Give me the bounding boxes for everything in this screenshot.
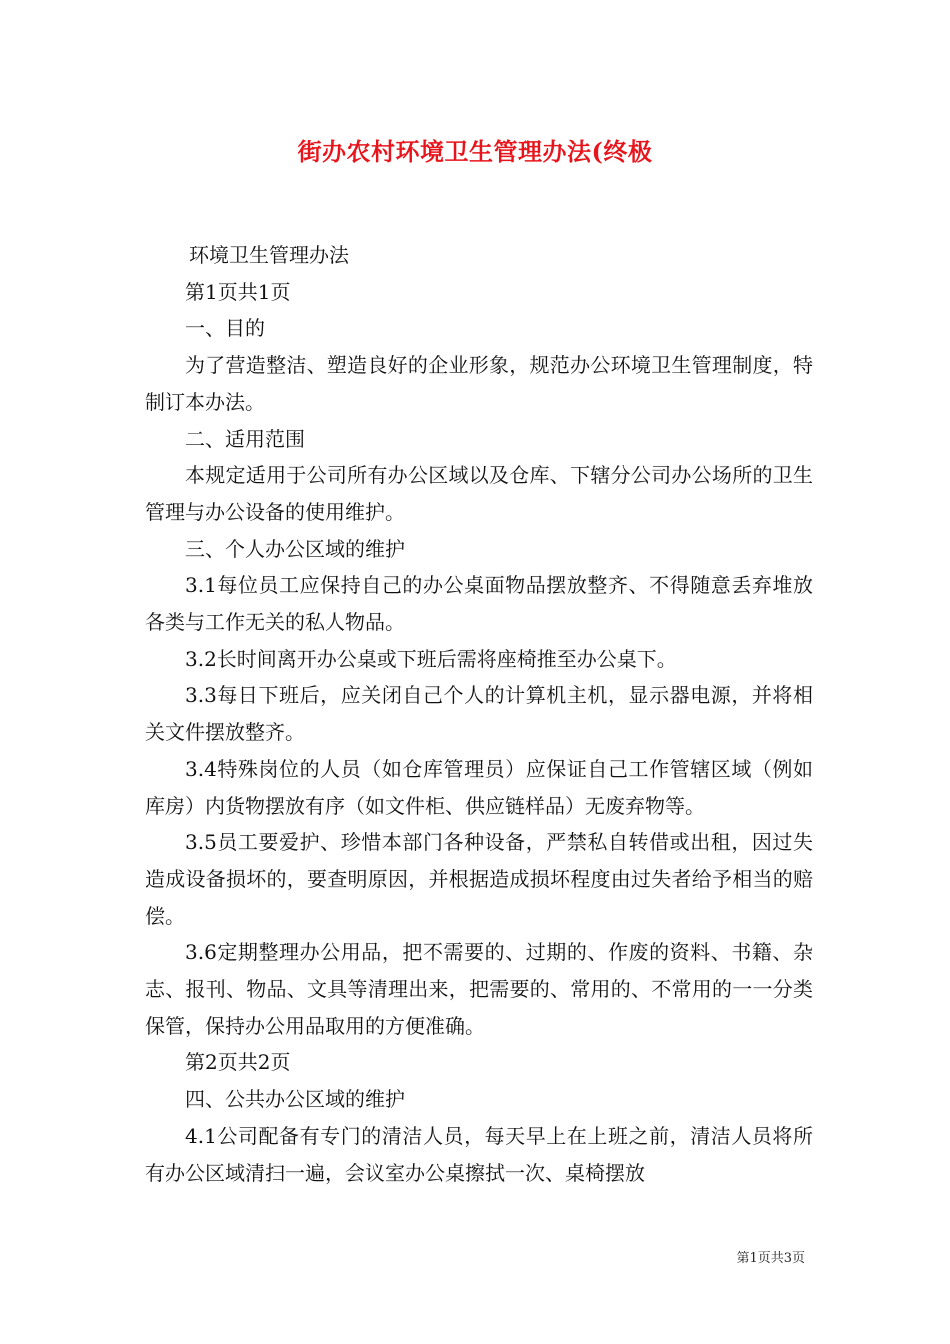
paragraph: 3.5员工要爱护、珍惜本部门各种设备，严禁私自转借或出租，因过失造成设备损坏的，要查明原因，并根据造成损坏程度由过失者给予相当的赔偿。 — [145, 830, 813, 928]
paragraph-heading: 环境卫生管理办法 — [189, 243, 349, 267]
section-heading-personal-area: 三、个人办公区域的维护 — [185, 536, 405, 561]
paragraph: 为了营造整洁、塑造良好的企业形象，规范办公环境卫生管理制度，特制订本办法。 — [145, 353, 813, 414]
paragraph: 3.3每日下班后，应关闭自己个人的计算机主机，显示器电源，并将相关文件摆放整齐。 — [145, 683, 813, 745]
document-body — [145, 237, 813, 1191]
paragraph: 3.2长时间离开办公桌或下班后需将座椅推至办公桌下。 — [185, 646, 677, 671]
page-marker: 第2页共2页 — [185, 1050, 291, 1075]
section-heading-public-area: 四、公共办公区域的维护 — [185, 1087, 405, 1112]
section-heading-scope: 二、适用范围 — [185, 426, 305, 451]
page-marker: 第1页共1页 — [185, 279, 291, 304]
paragraph: 3.4特殊岗位的人员（如仓库管理员）应保证自己工作管辖区域（例如库房）内货物摆放有序（如文件柜、供应链样品）无废弃物等。 — [145, 756, 813, 818]
paragraph: 4.1公司配备有专门的清洁人员，每天早上在上班之前，清洁人员将所有办公区域清扫一遍，会议室办公桌擦拭一次、桌椅摆放 — [145, 1123, 813, 1185]
section-heading-purpose: 一、目的 — [185, 316, 265, 341]
paragraph: 3.6定期整理办公用品，把不需要的、过期的、作废的资料、书籍、杂志、报刊、物品、文具等清理出来，把需要的、常用的、不常用的一一分类保管，保持办公用品取用的方便准确。 — [145, 940, 813, 1038]
document-title: 街办农村环境卫生管理办法(终极 — [297, 137, 653, 166]
paragraph: 本规定适用于公司所有办公区域以及仓库、下辖分公司办公场所的卫生管理与办公设备的使用维护。 — [145, 463, 813, 524]
paragraph: 3.1每位员工应保持自己的办公桌面物品摆放整齐、不得随意丢弃堆放各类与工作无关的私人物品。 — [145, 573, 813, 635]
page-footer: 第1页共3页 — [736, 1251, 805, 1266]
